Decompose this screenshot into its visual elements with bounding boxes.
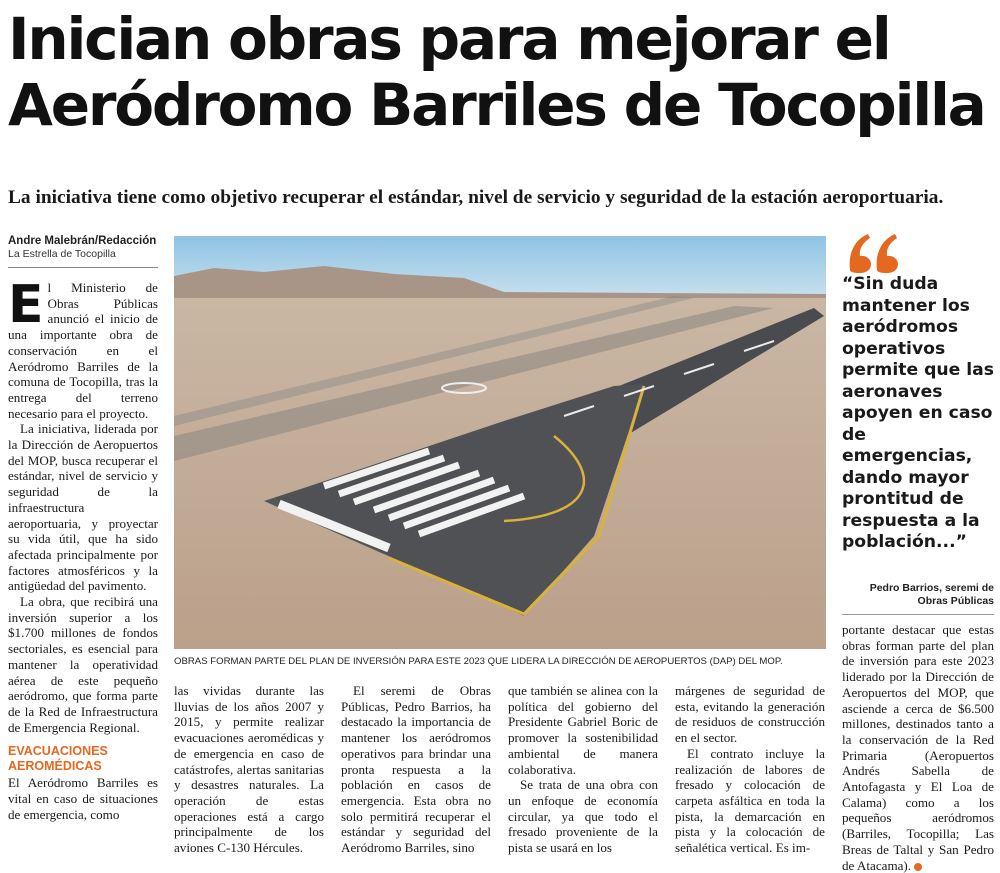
paragraph: El contrato incluye la realización de labores de fresado y colocación de carpeta asfáltica en toda la pista, la demarcación en pista y la colocación de señalética vertical. Es im- [675,745,825,856]
paragraph: El Aeródromo Barriles es vital en caso de situaciones de emergencia, como [8,775,158,822]
paragraph: La iniciativa, liderada por la Dirección de Aeropuertos del MOP, busca recuperar el estándar, nivel de servicio y seguridad de la infraestructura aeroportuaria, y proyectar su vida útil, que ha sido afectada principalmente por factores atmosféricos y la antigüedad del pavimento. [8,421,158,594]
article-column-4 [508,683,658,857]
lead-paragraph [8,275,158,421]
article-column-3 [341,683,491,857]
article-column-1 [8,275,158,857]
headline-line-1: Inician obras para mejorar el [8,5,890,73]
paragraph: que también se alinea con la política del gobierno del Presidente Gabriel Boric de promover la sostenibilidad ambiental de manera colaborativa. [508,683,658,777]
subtitle: La iniciativa tiene como objetivo recuperar el estándar, nivel de servicio y seguridad de la estación aeroportuaria. [8,187,944,208]
byline [8,234,158,268]
paragraph: márgenes de seguridad de esta, evitando la generación de residuos de construcción en el sector. [675,683,825,746]
headline-line-2: Aeródromo Barriles de Tocopilla [8,71,985,139]
paragraph: Se trata de una obra con un enfoque de economía circular, ya que todo el fresado proveniente de la pista se usará en los [508,777,658,856]
paragraph [842,622,994,873]
paragraph-text: portante destacar que estas obras forman parte del plan de inversión para este 2023 liderado por la Dirección de Aeropuertos del MOP, que asciende a cerca de $6.500 millones, destinados tanto a la conservación de la Red Primaria (Aeropuertos Andrés Sabella de Antofagasta y El Loa de Calama) como a los pequeños aeródromos (Barriles, Tocopilla; Las Breas de Taltal y San Pedro de Atacama). [842,622,994,873]
paragraph: La obra, que recibirá una inversión superior a los $1.700 millones de fondos sectoriales, es esencial para mantener la operatividad aérea de este pequeño aeródromo, que forma parte de la Red de Infraestructura de Emergencia Regional. [8,594,158,735]
aerodrome-photo-image [174,236,826,649]
section-heading: EVACUACIONES AEROMÉDICAS [8,744,108,774]
divider [842,614,994,615]
end-mark-icon [914,863,922,871]
drop-cap: E [8,275,44,335]
photo-caption: OBRAS FORMAN PARTE DEL PLAN DE INVERSIÓN PARA ESTE 2023 QUE LIDERA LA DIRECCIÓN DE AEROPUERTOS (DAP) DEL MOP. [174,656,783,667]
byline-author: Andre Malebrán/Redacción [8,235,157,247]
lead-paragraph-text: l Ministerio de Obras Públicas anunció el inicio de una importante obra de conservación en el Aeródromo Barriles de la comuna de Tocopilla, tras la entrega del terreno necesario para el proyecto. [8,280,158,421]
pullquote-text: “Sin duda mantener los aeródromos operativos permite que las aeronaves apoyen en caso de emergencias, dando mayor prontitud de respuesta a la población...” [842,274,994,552]
pullquote-attribution: Pedro Barrios, seremi de Obras Públicas [869,582,994,607]
article-column-2 [174,683,324,857]
paragraph: El seremi de Obras Públicas, Pedro Barrios, ha destacado la importancia de mantener los aeródromos operativos para brindar una pronta respuesta a la población en casos de emergencia. Esta obra no solo permitirá recuperar el estándar y seguridad del Aeródromo Barriles, sino [341,683,491,856]
paragraph: las vividas durante las lluvias de los años 2007 y 2015, y permite realizar evacuaciones aeromédicas y de emergencia en caso de catástrofes, alertas sanitarias y desastres naturales. La operación de estas operaciones está a cargo principalmente de los aviones C-130 Hércules. [174,683,324,856]
article-photo [174,236,826,649]
article-column-5 [675,683,825,857]
headline [8,6,993,138]
quote-mark-icon [846,230,902,274]
byline-outlet: La Estrella de Tocopilla [8,248,158,268]
article-column-6 [842,622,994,873]
